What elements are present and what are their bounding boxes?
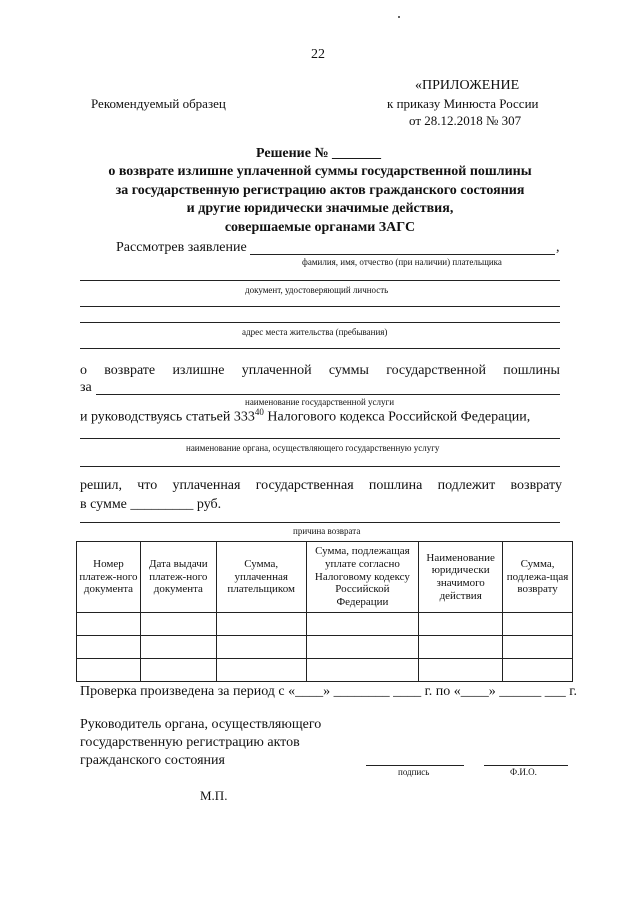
refund-word: уплаченной [241,363,312,378]
caption-signature: подпись [398,767,430,777]
amount-text: в сумме _________ руб. [80,497,222,512]
table-cell[interactable] [419,636,503,659]
refund-word: возврате [104,363,156,378]
stamp-place: М.П. [200,788,228,803]
organ-line-2[interactable] [80,466,560,467]
header-paid-amount: Сумма, уплаченная плательщиком [216,542,306,613]
table-row [77,659,573,682]
considered-label: Рассмотрев заявление [116,240,247,255]
title-line-3: и другие юридически значимые действия, [186,201,454,216]
table-cell[interactable] [140,613,216,636]
refund-word: о [80,363,87,378]
signature-line[interactable] [366,765,464,766]
order-date: от 28.12.2018 № 307 [409,113,522,128]
check-period: Проверка произведена за период с «____» ________ ____ г. по «____» ______ ___ г. [80,684,577,699]
decided-word: подлежит [437,478,496,493]
table-cell[interactable] [77,613,141,636]
table-cell[interactable] [306,613,419,636]
table-cell[interactable] [503,659,573,682]
table-cell[interactable] [216,636,306,659]
table-cell[interactable] [503,636,573,659]
table-cell[interactable] [140,659,216,682]
decided-word: решил, [80,478,122,493]
organ-line[interactable] [80,438,560,439]
table-header-row [77,542,573,613]
table-cell[interactable] [419,659,503,682]
decided-word: государственная [255,478,354,493]
refund-word: суммы [328,363,369,378]
title-line-1: о возврате излишне уплаченной суммы государственной пошлины [108,164,532,179]
header-action-name: Наименование юридически значимого действия [419,542,503,613]
header-payment-date: Дата выдачи платеж-ного документа [140,542,216,613]
decision-title: Решение № _______ [256,146,382,161]
refund-word: пошлины [503,363,560,378]
head-title-line-1: Руководитель органа, осуществляющего [80,717,322,732]
table-cell[interactable] [306,636,419,659]
caption-organ: наименование органа, осуществляющего государственную услугу [186,443,440,453]
header-refund-amount: Сумма, подлежа-щая возврату [503,542,573,613]
decided-text-line [80,478,562,494]
table-cell[interactable] [77,659,141,682]
header-due-amount: Сумма, подлежащая уплате согласно Налоговому кодексу Российской Федерации [306,542,419,613]
for-label: за [80,380,92,395]
decided-word: уплаченная [172,478,241,493]
refund-table [76,541,573,682]
refund-word: государственной [386,363,486,378]
guided-text: и руководствуясь статьей $333^{40}$ Налогового кодекса Российской Федерации, [80,407,531,425]
caption-service: наименование государственной услуги [245,397,395,407]
service-line[interactable] [96,394,560,395]
appendix-title: «ПРИЛОЖЕНИЕ [415,78,520,93]
address-line[interactable] [80,322,560,323]
caption-fio-signature: Ф.И.О. [510,767,537,777]
refund-word: излишне [172,363,225,378]
title-line-4: совершаемые органами ЗАГС [224,220,416,235]
title-line-2: за государственную регистрацию актов гражданского состояния [115,183,525,198]
order-reference: к приказу Минюста России [387,96,539,111]
refund-text-line [80,363,560,379]
reason-line[interactable] [80,522,560,523]
table-cell[interactable] [77,636,141,659]
caption-document: документ, удостоверяющий личность [245,285,389,295]
document-line[interactable] [80,280,560,281]
address-line-2[interactable] [80,348,560,349]
header-payment-number: Номер платеж-ного документа [77,542,141,613]
table-row [77,613,573,636]
decided-word: что [137,478,158,493]
caption-fio: фамилия, имя, отчество (при наличии) плательщика [302,257,502,267]
table-cell[interactable] [140,636,216,659]
head-title-line-2: государственную регистрацию актов [80,735,300,750]
table-cell[interactable] [503,613,573,636]
applicant-line[interactable] [250,254,555,255]
table-cell[interactable] [216,659,306,682]
caption-address: адрес места жительства (пребывания) [242,327,388,337]
head-title-line-3: гражданского состояния [80,753,225,768]
fio-line[interactable] [484,765,568,766]
table-row [77,636,573,659]
comma: , [556,240,560,255]
decided-word: пошлина [368,478,423,493]
table-cell[interactable] [216,613,306,636]
table-cell[interactable] [306,659,419,682]
decided-word: возврату [510,478,562,493]
scan-speck [398,16,400,18]
recommended-sample: Рекомендуемый образец [91,96,226,111]
document-line-2[interactable] [80,306,560,307]
caption-reason: причина возврата [293,526,361,536]
table-cell[interactable] [419,613,503,636]
page-number: 22 [311,47,325,62]
